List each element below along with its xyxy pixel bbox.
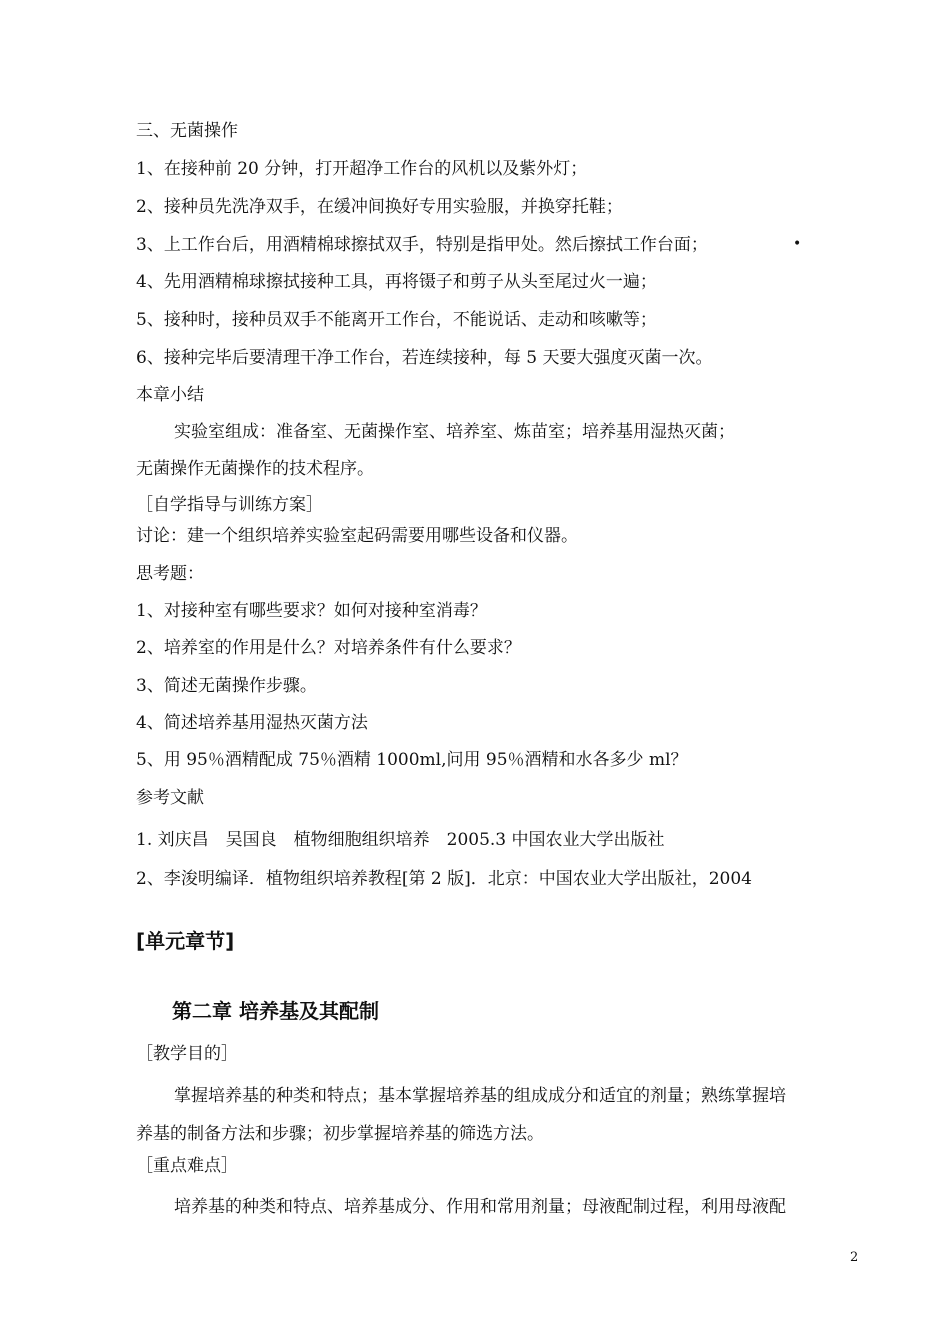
questions-title: 思考题： xyxy=(136,564,204,584)
section3-item-4: 4、先用酒精棉球擦拭接种工具，再将镊子和剪子从头至尾过火一遍； xyxy=(136,272,657,292)
references-title: 参考文献 xyxy=(136,788,204,808)
summary-title: 本章小结 xyxy=(136,385,204,405)
reference-1: 1. 刘庆昌 吴国良 植物细胞组织培养 2005.3 中国农业大学出版社 xyxy=(136,830,665,850)
stray-bullet-mark: • xyxy=(793,236,802,252)
summary-line-2: 无菌操作无菌操作的技术程序。 xyxy=(136,459,374,479)
section3-item-2: 2、接种员先洗净双手，在缓冲间换好专用实验服，并换穿托鞋； xyxy=(136,197,623,217)
section3-item-1: 1、在接种前 20 分钟，打开超净工作台的风机以及紫外灯； xyxy=(136,159,588,179)
unit-heading: [单元章节] xyxy=(136,929,235,953)
reference-2: 2、李浚明编译．植物组织培养教程[第 2 版]．北京：中国农业大学出版社，2004 xyxy=(136,869,752,889)
key-points-title: ［重点难点］ xyxy=(136,1156,238,1176)
page-number: 2 xyxy=(850,1250,859,1265)
summary-line-1: 实验室组成：准备室、无菌操作室、培养室、炼苗室；培养基用湿热灭菌； xyxy=(174,422,735,442)
key-points-line-1: 培养基的种类和特点、培养基成分、作用和常用剂量；母液配制过程，利用母液配 xyxy=(174,1197,786,1217)
question-1: 1、对接种室有哪些要求？如何对接种室消毒？ xyxy=(136,601,487,621)
chapter-title: 第二章 培养基及其配制 xyxy=(172,999,379,1023)
discussion-text: 讨论：建一个组织培养实验室起码需要用哪些设备和仪器。 xyxy=(136,526,578,546)
self-study-title: ［自学指导与训练方案］ xyxy=(136,495,323,515)
question-5: 5、用 95％酒精配成 75％酒精 1000ml,问用 95％酒精和水各多少 ml？ xyxy=(136,750,688,770)
question-2: 2、培养室的作用是什么？对培养条件有什么要求？ xyxy=(136,638,521,658)
section3-item-3: 3、上工作台后，用酒精棉球擦拭双手，特别是指甲处。然后擦拭工作台面； xyxy=(136,235,708,255)
question-3: 3、简述无菌操作步骤。 xyxy=(136,676,317,696)
objectives-line-2: 养基的制备方法和步骤；初步掌握培养基的筛选方法。 xyxy=(136,1124,544,1144)
section3-item-6: 6、接种完毕后要清理干净工作台，若连续接种，每 5 天要大强度灭菌一次。 xyxy=(136,348,713,368)
section3-item-5: 5、接种时，接种员双手不能离开工作台，不能说话、走动和咳嗽等； xyxy=(136,310,657,330)
objectives-line-1: 掌握培养基的种类和特点；基本掌握培养基的组成成分和适宜的剂量；熟练掌握培 xyxy=(174,1086,786,1106)
objectives-title: ［教学目的］ xyxy=(136,1044,238,1064)
section3-title: 三、无菌操作 xyxy=(136,121,238,141)
question-4: 4、简述培养基用湿热灭菌方法 xyxy=(136,713,368,733)
